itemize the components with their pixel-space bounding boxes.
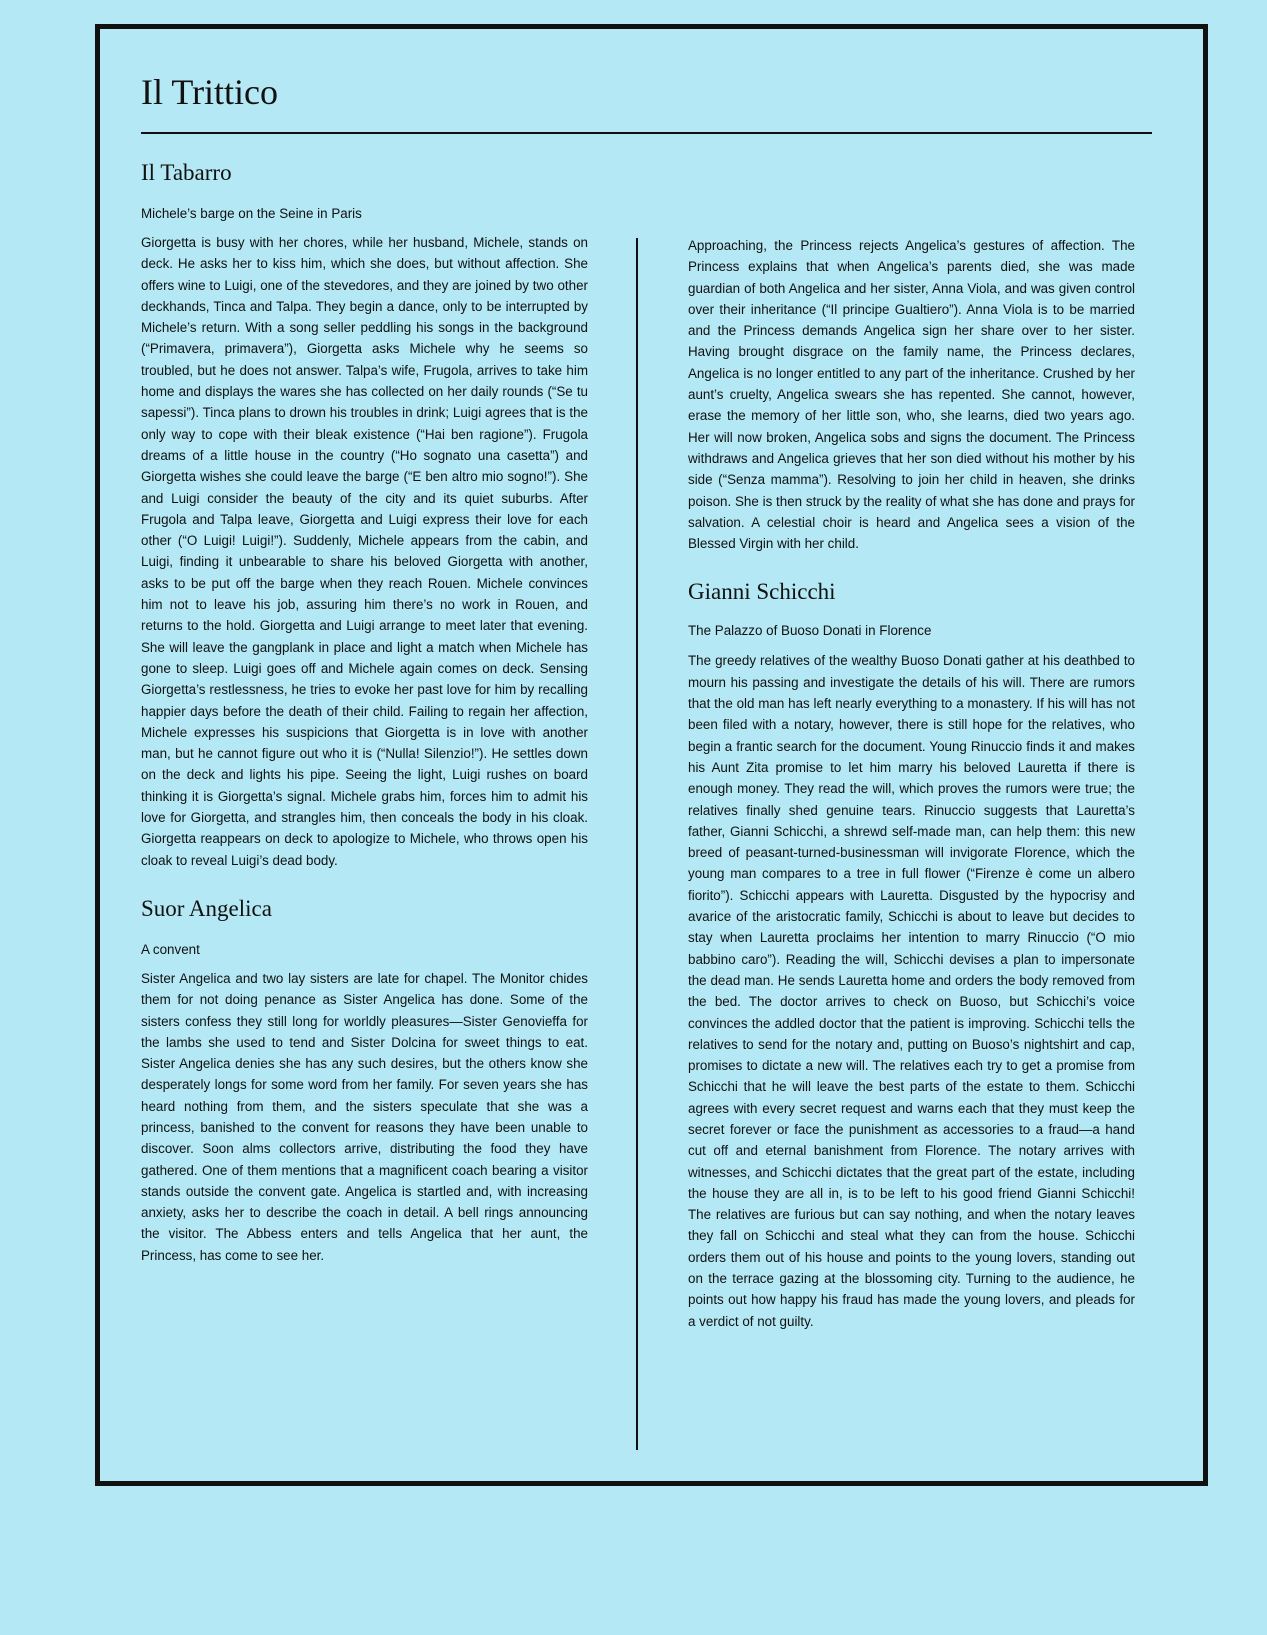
section-suor-angelica <box>141 894 588 1266</box>
left-column <box>141 158 588 1266</box>
section-gianni-schicchi <box>688 577 1135 1332</box>
synopsis-schicchi: The greedy relatives of the wealthy Buoso Donati gather at his deathbed to mourn his passing and investigate the details of his will. There are rumors that the old man has left nearly everything to a monastery. If his will has not been filed with a notary, however, there is still hope for the relatives, who begin a frantic search for the document. Young Rinuccio finds it and makes his Aunt Zita promise to let him marry his beloved Lauretta if there is enough money. They read the will, which proves the rumors were true; the relatives finally shed genuine tears. Rinuccio suggests that Lauretta’s father, Gianni Schicchi, a shrewd self-made man, can help them: this new breed of peasant-turned-businessman will invigorate Florence, which the young man compares to a tree in full flower (“Firenze è come un albero fiorito”). Schicchi appears with Lauretta. Disgusted by the hypocrisy and avarice of the aristocratic family, Schicchi is about to leave but decides to stay when Lauretta proclaims her intention to marry Rinuccio (“O mio babbino caro”). Reading the will, Schicchi devises a plan to impersonate the dead man. He sends Lauretta home and orders the body removed from the bed. The doctor arrives to check on Buoso, but Schicchi’s voice convinces the addled doctor that the patient is improving. Schicchi tells the relatives to send for the notary and, putting on Buoso’s nightshirt and cap, promises to dictate a new will. The relatives each try to get a promise from Schicchi that he will leave the best parts of the estate to them. Schicchi agrees with every secret request and warns each that they must keep the secret forever or face the punishment as accessories to a fraud—a hand cut off and eternal banishment from Florence. The notary arrives with witnesses, and Schicchi dictates that the great part of the estate, including the house they are all in, is to be left to his good friend Gianni Schicchi! The relatives are furious but can say nothing, and when the notary leaves they fall on Schicchi and steal what they can from the house. Schicchi orders them out of his house and points to the young lovers, standing out on the terrace gazing at the blossoming city. Turning to the audience, he points out how happy his fraud has made the young lovers, and pleads for a verdict of not guilty. <box>688 653 1135 1329</box>
setting-schicchi: The Palazzo of Buoso Donati in Florence <box>688 623 932 639</box>
section-heading-tabarro: Il Tabarro <box>141 160 232 185</box>
page-title: Il Trittico <box>141 72 279 112</box>
synopsis-angelica-part2: Approaching, the Princess rejects Angelica’s gestures of affection. The Princess explains that when Angelica’s parents died, she was made guardian of both Angelica and her sister, Anna Viola, and was given control over their inheritance (“Il principe Gualtiero”). Anna Viola is to be married and the Princess demands Angelica sign her share over to her sister. Having brought disgrace on the family name, the Princess declares, Angelica is no longer entitled to any part of the inheritance. Crushed by her aunt’s cruelty, Angelica swears she has repented. She cannot, however, erase the memory of her little son, who, she learns, died two years ago. Her will now broken, Angelica sobs and signs the document. The Princess withdraws and Angelica grieves that her son died without his mother by his side (“Senza mamma”). Resolving to join her child in heaven, she drinks poison. She is then struck by the reality of what she has done and prays for salvation. A celestial choir is heard and Angelica sees a vision of the Blessed Virgin with her child. <box>688 238 1135 552</box>
title-rule <box>141 132 1152 134</box>
synopsis-angelica-part1: Sister Angelica and two lay sisters are late for chapel. The Monitor chides them for not doing penance as Sister Angelica has done. Some of the sisters confess they still long for worldly pleasures—Sister Genovieffa for the lambs she used to tend and Sister Dolcina for sweet things to eat. Sister Angelica denies she has any such desires, but the others know she desperately longs for some word from her family. For seven years she has heard nothing from them, and the sisters speculate that she was a princess, banished to the convent for reasons they have been unable to discover. Soon alms collectors arrive, distributing the food they have gathered. One of them mentions that a magnificent coach bearing a visitor stands outside the convent gate. Angelica is startled and, with increasing anxiety, asks her to describe the coach in detail. A bell rings announcing the visitor. The Abbess enters and tells Angelica that her aunt, the Princess, has come to see her. <box>141 970 588 1263</box>
synopsis-tabarro: Giorgetta is busy with her chores, while her husband, Michele, stands on deck. He asks her to kiss him, which she does, but without affection. She offers wine to Luigi, one of the stevedores, and they are joined by two other deckhands, Tinca and Talpa. They begin a dance, only to be interrupted by Michele’s return. With a song seller peddling his songs in the background (“Primavera, primavera”), Giorgetta asks Michele why he seems so troubled, but he does not answer. Talpa’s wife, Frugola, arrives to take him home and displays the wares she has collected on her daily rounds (“Se tu sapessi”). Tinca plans to drown his troubles in drink; Luigi agrees that is the only way to cope with their bleak existence (“Hai ben ragione”). Frugola dreams of a little house in the country (“Ho sognato una casetta”) and Giorgetta wishes she could leave the barge (“E ben altro mio sogno!”). She and Luigi consider the beauty of the city and its quiet suburbs. After Frugola and Talpa leave, Giorgetta and Luigi express their love for each other (“O Luigi! Luigi!”). Suddenly, Michele appears from the cabin, and Luigi, finding it unbearable to share his beloved Giorgetta with another, asks to be put off the barge when they reach Rouen. Michele convinces him not to leave his job, assuring him there’s no work in Rouen, and returns to the hold. Giorgetta and Luigi arrange to meet later that evening. She will leave the gangplank in place and light a match when Michele has gone to sleep. Luigi goes off and Michele again comes on deck. Sensing Giorgetta’s restlessness, he tries to evoke her past love for him by recalling happier days before the death of their child. Failing to regain her affection, Michele expresses his suspicions that Giorgetta is in love with another man, but he cannot figure out who it is (“Nulla! Silenzio!”). He settles down on the deck and lights his pipe. Seeing the light, Luigi rushes on board thinking it is Giorgetta’s signal. Michele grabs him, forces him to admit his love for Giorgetta, and strangles him, then conceals the body in his cloak. Giorgetta reappears on deck to apologize to Michele, who throws open his cloak to reveal Luigi’s dead body. <box>141 235 588 868</box>
setting-tabarro: Michele’s barge on the Seine in Paris <box>141 206 362 221</box>
setting-angelica: A convent <box>141 941 200 957</box>
section-il-tabarro <box>141 158 588 871</box>
column-divider <box>636 238 638 1450</box>
section-heading-angelica: Suor Angelica <box>141 895 272 921</box>
right-column <box>688 235 1135 1332</box>
section-heading-schicchi: Gianni Schicchi <box>688 579 836 605</box>
